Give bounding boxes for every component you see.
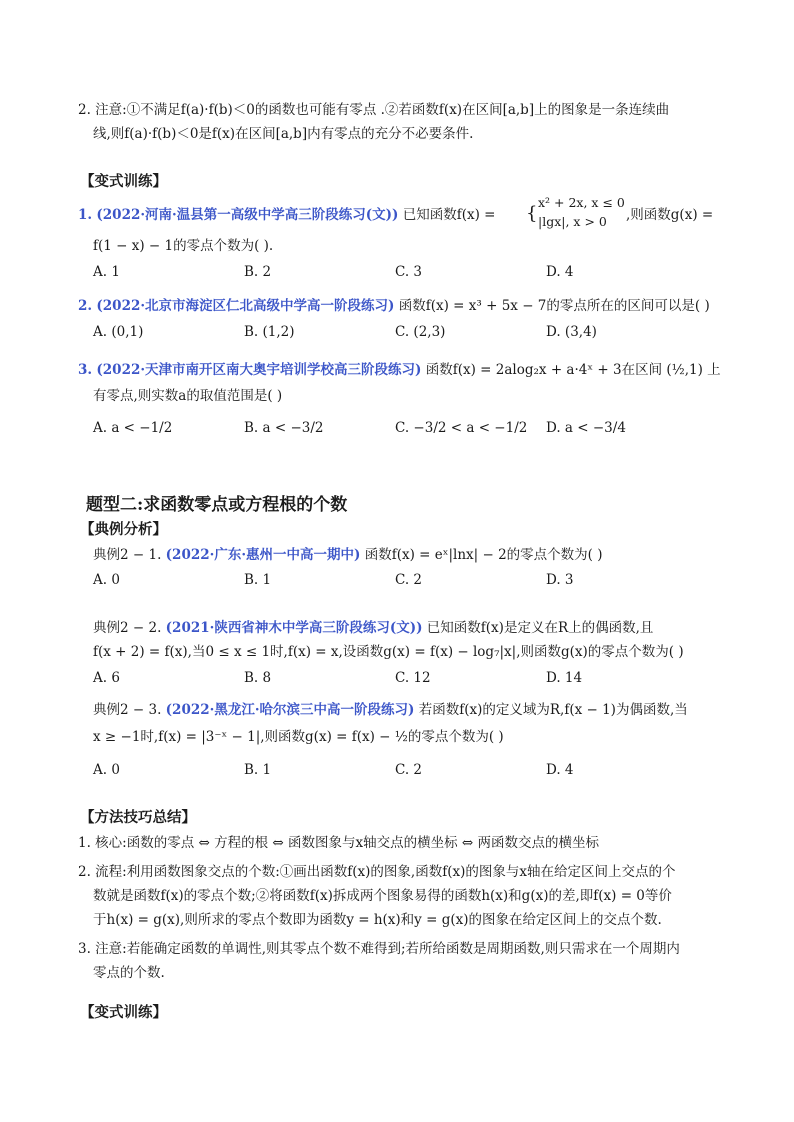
option-c: C. −3/2 < a < −1/2 [395,420,528,436]
option-b: B. 1 [244,572,272,588]
question-stem-cont: ,则函数g(x) = [626,207,714,223]
question-2-line-1 [78,296,710,316]
example-source: (2022·广东·惠州一中高一期中) [165,547,361,563]
example-2-2-line-1 [93,618,653,638]
question-stem: 函数f(x) = x³ + 5x − 7的零点所在的区间可以是( ) [398,298,710,314]
section-title: 题型二:求函数零点或方程根的个数 [86,495,348,515]
example-2-3-line-2: x ≥ −1时,f(x) = |3⁻ˣ − 1|,则函数g(x) = f(x) − ½的零点个数为( ) [93,729,504,745]
question-1-line-1 [78,205,495,225]
option-d: D. 14 [546,670,583,686]
option-c: C. 2 [395,762,423,778]
question-3-line-1 [78,360,721,380]
option-d: D. 4 [546,264,574,280]
section-header-variant-training-2: 【变式训练】 [80,1004,167,1021]
example-source: (2022·黑龙江·哈尔滨三中高一阶段练习) [165,702,415,718]
tip-2-line-1: 2. 流程:利用函数图象交点的个数:①画出函数f(x)的图象,函数f(x)的图象与x轴在给定区间上交点的个 [78,864,676,880]
section-header-variant-training: 【变式训练】 [80,173,167,190]
interval: (½,1) [666,362,703,378]
example-stem: 若函数f(x)的定义域为R,f(x − 1)为偶函数,当 [418,702,688,718]
tip-3-line-1: 3. 注意:若能确定函数的单调性,则其零点个数不难得到;若所给函数是周期函数,则只需求在一个周期内 [78,941,680,957]
example-2-2-line-2: f(x + 2) = f(x),当0 ≤ x ≤ 1时,f(x) = x,设函数g(x) = f(x) − log₇|x|,则函数g(x)的零点个数为( ) [93,644,684,660]
piecewise-case-2: |lgx|, x > 0 [538,214,607,229]
example-stem: 已知函数f(x)是定义在R上的偶函数,且 [426,620,654,636]
option-a: A. (0,1) [93,324,144,340]
example-2-1-line [93,545,603,565]
question-3-line-2: 有零点,则实数a的取值范围是( ) [93,388,283,404]
option-a: A. 1 [93,264,120,280]
option-d: D. (3,4) [546,324,597,340]
question-source: (2022·天津市南开区南大奥宇培训学校高三阶段练习) [96,362,422,378]
question-number: 1. [78,207,93,223]
piecewise-case-1: x² + 2x, x ≤ 0 [538,195,625,210]
option-c: C. 3 [395,264,423,280]
example-stem: 函数f(x) = eˣ|lnx| − 2的零点个数为( ) [364,547,603,563]
example-label: 典例2 − 1. [93,547,162,563]
note-line-1: 2. 注意:①不满足f(a)·f(b)＜0的函数也可能有零点 .②若函数f(x)在区间[a,b]上的图象是一条连续曲 [78,102,670,118]
tip-1: 1. 核心:函数的零点 ⇔ 方程的根 ⇔ 函数图象与x轴交点的横坐标 ⇔ 两函数交点的横坐标 [78,835,600,851]
section-subheader: 【典例分析】 [80,521,167,538]
tip-2-line-2: 数就是函数f(x)的零点个数;②将函数f(x)拆成两个图象易得的函数h(x)和g(x)的差,即f(x) = 0等价 [93,888,672,904]
question-source: (2022·河南·温县第一高级中学高三阶段练习(文)) [96,207,399,223]
option-b: B. 8 [244,670,272,686]
note-line-2: 线,则f(a)·f(b)＜0是f(x)在区间[a,b]内有零点的充分不必要条件. [93,126,474,142]
example-label: 典例2 − 2. [93,620,162,636]
question-number: 3. [78,362,93,378]
section-header-method-summary: 【方法技巧总结】 [80,809,196,826]
option-c: C. 2 [395,572,423,588]
option-b: B. 1 [244,762,272,778]
option-a: A. 0 [93,762,120,778]
question-stem: 函数f(x) = 2alog₂x + a·4ˣ + 3在区间 [425,362,663,378]
question-stem-end: 上 [707,362,721,378]
question-number: 2. [78,298,93,314]
example-2-3-line-1 [93,700,688,720]
option-b: B. (1,2) [244,324,295,340]
piecewise-brace: { [526,203,538,224]
option-d: D. 3 [546,572,574,588]
question-source: (2022·北京市海淀区仁北高级中学高一阶段练习) [96,298,395,314]
option-b: B. a < −3/2 [244,420,324,436]
option-a: A. 6 [93,670,120,686]
tip-3-line-2: 零点的个数. [93,965,165,981]
example-label: 典例2 − 3. [93,702,162,718]
question-stem: 已知函数f(x) = [402,207,496,223]
option-b: B. 2 [244,264,272,280]
tip-2-line-3: 于h(x) = g(x),则所求的零点个数即为函数y = h(x)和y = g(x)的图象在给定区间上的交点个数. [93,912,662,928]
option-c: C. 12 [395,670,431,686]
option-a: A. a < −1/2 [93,420,173,436]
example-source: (2021·陕西省神木中学高三阶段练习(文)) [165,620,423,636]
option-a: A. 0 [93,572,120,588]
option-d: D. 4 [546,762,574,778]
option-d: D. a < −3/4 [546,420,626,436]
question-1-line-2: f(1 − x) − 1的零点个数为( ). [93,238,274,254]
option-c: C. (2,3) [395,324,446,340]
